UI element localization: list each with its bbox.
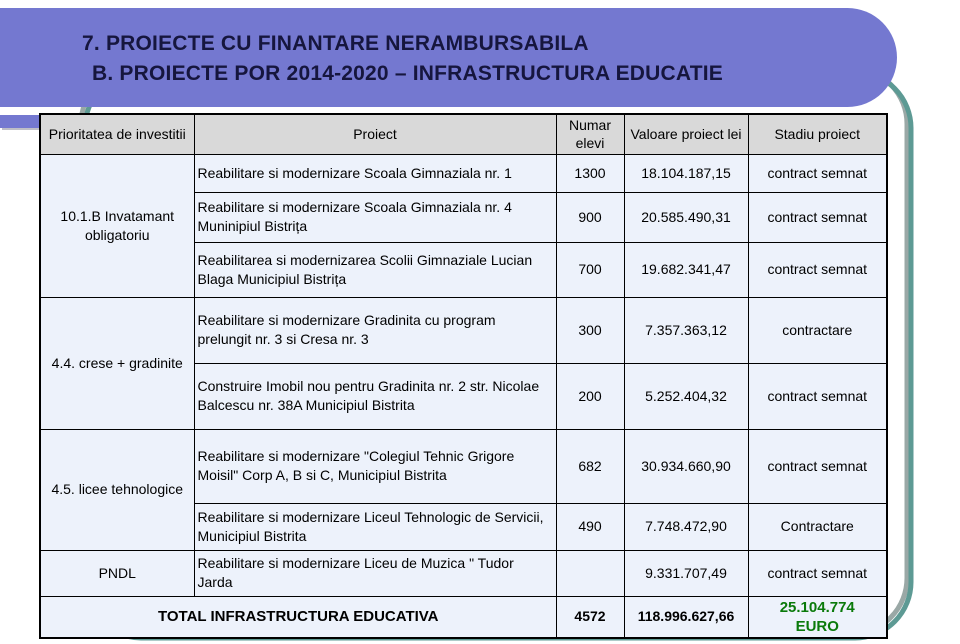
elevi-cell: 490 xyxy=(556,503,624,550)
project-cell: Reabilitare si modernizare Liceu de Muzica " Tudor Jarda xyxy=(194,550,556,596)
valoare-cell: 7.357.363,12 xyxy=(624,297,748,363)
header-prioritate: Prioritatea de investitii xyxy=(40,114,194,154)
table-row xyxy=(40,154,887,192)
stadiu-cell: contract semnat xyxy=(748,192,887,242)
project-cell: Reabilitare si modernizare Scoala Gimnaziala nr. 1 xyxy=(194,154,556,192)
elevi-cell: 1300 xyxy=(556,154,624,192)
valoare-cell: 9.331.707,49 xyxy=(624,550,748,596)
header-valoare: Valoare proiect lei xyxy=(624,114,748,154)
elevi-cell: 300 xyxy=(556,297,624,363)
total-label: TOTAL INFRASTRUCTURA EDUCATIVA xyxy=(40,596,556,638)
stadiu-cell: contract semnat xyxy=(748,550,887,596)
project-cell: Reabilitare si modernizare Gradinita cu program prelungit nr. 3 si Cresa nr. 3 xyxy=(194,297,556,363)
header-stadiu: Stadiu proiect xyxy=(748,114,887,154)
project-cell: Reabilitare si modernizare Liceul Tehnologic de Servicii, Municipiul Bistrita xyxy=(194,503,556,550)
valoare-cell: 18.104.187,15 xyxy=(624,154,748,192)
stadiu-cell: contractare xyxy=(748,297,887,363)
elevi-cell: 200 xyxy=(556,363,624,429)
valoare-cell: 30.934.660,90 xyxy=(624,429,748,503)
elevi-cell xyxy=(556,550,624,596)
title-banner xyxy=(0,8,897,107)
project-cell: Reabilitare si modernizare "Colegiul Tehnic Grigore Moisil" Corp A, B si C, Municipiul Bistrita xyxy=(194,429,556,503)
total-row xyxy=(40,596,887,638)
project-cell: Reabilitare si modernizare Scoala Gimnaziala nr. 4 Muninipiul Bistrița xyxy=(194,192,556,242)
table-row xyxy=(40,550,887,596)
stadiu-cell: contract semnat xyxy=(748,429,887,503)
valoare-cell: 20.585.490,31 xyxy=(624,192,748,242)
stadiu-cell: contract semnat xyxy=(748,363,887,429)
accent-strip xyxy=(0,115,39,128)
slide-title-line2: B. PROIECTE POR 2014-2020 – INFRASTRUCTURA EDUCATIE xyxy=(92,62,723,85)
header-numar-elevi: Numar elevi xyxy=(556,114,624,154)
stadiu-cell: contract semnat xyxy=(748,242,887,297)
valoare-cell: 5.252.404,32 xyxy=(624,363,748,429)
group-cell-45: 4.5. licee tehnologice xyxy=(40,429,194,550)
projects-table xyxy=(39,113,888,639)
valoare-cell: 19.682.341,47 xyxy=(624,242,748,297)
valoare-cell: 7.748.472,90 xyxy=(624,503,748,550)
group-cell-101b: 10.1.B Invatamant obligatoriu xyxy=(40,154,194,297)
elevi-cell: 900 xyxy=(556,192,624,242)
total-euro xyxy=(748,596,887,638)
total-valoare: 118.996.627,66 xyxy=(624,596,748,638)
total-elevi: 4572 xyxy=(556,596,624,638)
table-row xyxy=(40,297,887,363)
slide-title-line1: 7. PROIECTE CU FINANTARE NERAMBURSABILA xyxy=(82,32,589,55)
header-proiect: Proiect xyxy=(194,114,556,154)
project-cell: Construire Imobil nou pentru Gradinita nr. 2 str. Nicolae Balcescu nr. 38A Municipiul Bistrita xyxy=(194,363,556,429)
elevi-cell: 682 xyxy=(556,429,624,503)
stadiu-cell: contract semnat xyxy=(748,154,887,192)
stadiu-cell: Contractare xyxy=(748,503,887,550)
total-euro-currency: EURO xyxy=(795,617,839,635)
project-cell: Reabilitarea si modernizarea Scolii Gimnaziale Lucian Blaga Municipiul Bistrița xyxy=(194,242,556,297)
total-euro-value: 25.104.774 xyxy=(779,598,855,616)
group-cell-44: 4.4. crese + gradinite xyxy=(40,297,194,429)
group-cell-pndl: PNDL xyxy=(40,550,194,596)
elevi-cell: 700 xyxy=(556,242,624,297)
header-row xyxy=(40,114,887,154)
table-row xyxy=(40,429,887,503)
